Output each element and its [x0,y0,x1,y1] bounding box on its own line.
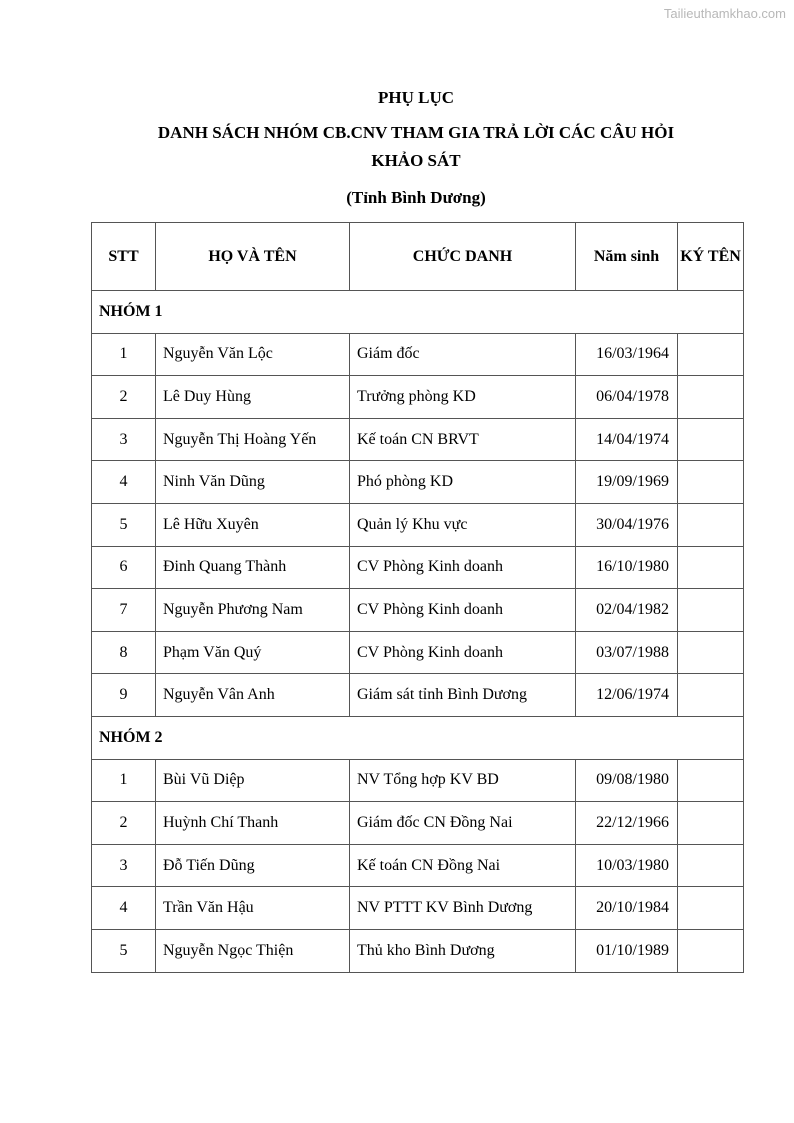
cell-signature[interactable] [678,759,744,802]
header-signature: KÝ TÊN [678,223,744,291]
group-label: NHÓM 1 [92,291,744,334]
cell-birth-date: 12/06/1974 [576,674,678,717]
cell-name: Lê Duy Hùng [156,376,350,419]
cell-position: Giám sát tỉnh Bình Dương [350,674,576,717]
document-subtitle: (Tỉnh Bình Dương) [346,188,486,207]
cell-position: Thủ kho Bình Dương [350,929,576,972]
cell-stt: 3 [92,418,156,461]
header-name: HỌ VÀ TÊN [156,223,350,291]
cell-stt: 9 [92,674,156,717]
cell-signature[interactable] [678,844,744,887]
header-stt: STT [92,223,156,291]
cell-birth-date: 10/03/1980 [576,844,678,887]
cell-birth-date: 09/08/1980 [576,759,678,802]
table-row [92,674,744,717]
watermark: Tailieuthamkhao.com [663,6,786,21]
cell-birth-date: 30/04/1976 [576,503,678,546]
table-row [92,589,744,632]
cell-name: Nguyễn Phương Nam [156,589,350,632]
cell-name: Ninh Văn Dũng [156,461,350,504]
cell-stt: 5 [92,929,156,972]
cell-name: Lê Hữu Xuyên [156,503,350,546]
cell-birth-date: 16/10/1980 [576,546,678,589]
cell-signature[interactable] [678,461,744,504]
cell-birth-date: 01/10/1989 [576,929,678,972]
cell-position: NV Tổng hợp KV BD [350,759,576,802]
header-birth: Năm sinh [576,223,678,291]
cell-signature[interactable] [678,376,744,419]
cell-signature[interactable] [678,929,744,972]
cell-position: CV Phòng Kinh doanh [350,546,576,589]
cell-position: NV PTTT KV Bình Dương [350,887,576,930]
cell-stt: 2 [92,802,156,845]
cell-stt: 6 [92,546,156,589]
cell-name: Nguyễn Vân Anh [156,674,350,717]
cell-position: Phó phòng KD [350,461,576,504]
cell-birth-date: 02/04/1982 [576,589,678,632]
appendix-heading: PHỤ LỤC [377,88,455,107]
cell-name: Nguyễn Văn Lộc [156,333,350,376]
table-row [92,929,744,972]
cell-name: Đỗ Tiến Dũng [156,844,350,887]
cell-signature[interactable] [678,546,744,589]
cell-name: Huỳnh Chí Thanh [156,802,350,845]
cell-stt: 4 [92,461,156,504]
cell-position: CV Phòng Kinh doanh [350,589,576,632]
group-label: NHÓM 2 [92,716,744,759]
cell-name: Đinh Quang Thành [156,546,350,589]
cell-position: Trưởng phòng KD [350,376,576,419]
cell-signature[interactable] [678,333,744,376]
cell-stt: 2 [92,376,156,419]
cell-stt: 5 [92,503,156,546]
cell-birth-date: 19/09/1969 [576,461,678,504]
cell-name: Nguyễn Thị Hoàng Yến [156,418,350,461]
cell-position: Quản lý Khu vực [350,503,576,546]
cell-stt: 4 [92,887,156,930]
cell-signature[interactable] [678,503,744,546]
cell-name: Nguyễn Ngọc Thiện [156,929,350,972]
header-position: CHỨC DANH [350,223,576,291]
cell-signature[interactable] [678,418,744,461]
cell-stt: 1 [92,333,156,376]
cell-stt: 7 [92,589,156,632]
table-row [92,376,744,419]
cell-signature[interactable] [678,589,744,632]
staff-table [91,222,744,973]
cell-stt: 3 [92,844,156,887]
cell-birth-date: 16/03/1964 [576,333,678,376]
cell-signature[interactable] [678,802,744,845]
table-row [92,333,744,376]
document-title-line1: DANH SÁCH NHÓM CB.CNV THAM GIA TRẢ LỜI CÁC CÂU HỎI [157,123,675,142]
table-row [92,844,744,887]
cell-birth-date: 20/10/1984 [576,887,678,930]
cell-birth-date: 06/04/1978 [576,376,678,419]
cell-birth-date: 14/04/1974 [576,418,678,461]
cell-name: Bùi Vũ Diệp [156,759,350,802]
cell-stt: 1 [92,759,156,802]
table-row [92,802,744,845]
cell-birth-date: 03/07/1988 [576,631,678,674]
cell-birth-date: 22/12/1966 [576,802,678,845]
table-row [92,546,744,589]
cell-signature[interactable] [678,674,744,717]
document-title-line2: KHẢO SÁT [371,151,461,170]
cell-position: Kế toán CN BRVT [350,418,576,461]
table-row [92,418,744,461]
cell-signature[interactable] [678,887,744,930]
table-row [92,631,744,674]
cell-stt: 8 [92,631,156,674]
cell-name: Phạm Văn Quý [156,631,350,674]
table-header-row [92,223,744,291]
cell-position: Giám đốc [350,333,576,376]
table-row [92,503,744,546]
cell-position: CV Phòng Kinh doanh [350,631,576,674]
table-row [92,887,744,930]
table-row [92,759,744,802]
table-row [92,461,744,504]
cell-signature[interactable] [678,631,744,674]
cell-position: Kế toán CN Đồng Nai [350,844,576,887]
cell-name: Trần Văn Hậu [156,887,350,930]
cell-position: Giám đốc CN Đồng Nai [350,802,576,845]
group-row [92,716,744,759]
group-row [92,291,744,334]
